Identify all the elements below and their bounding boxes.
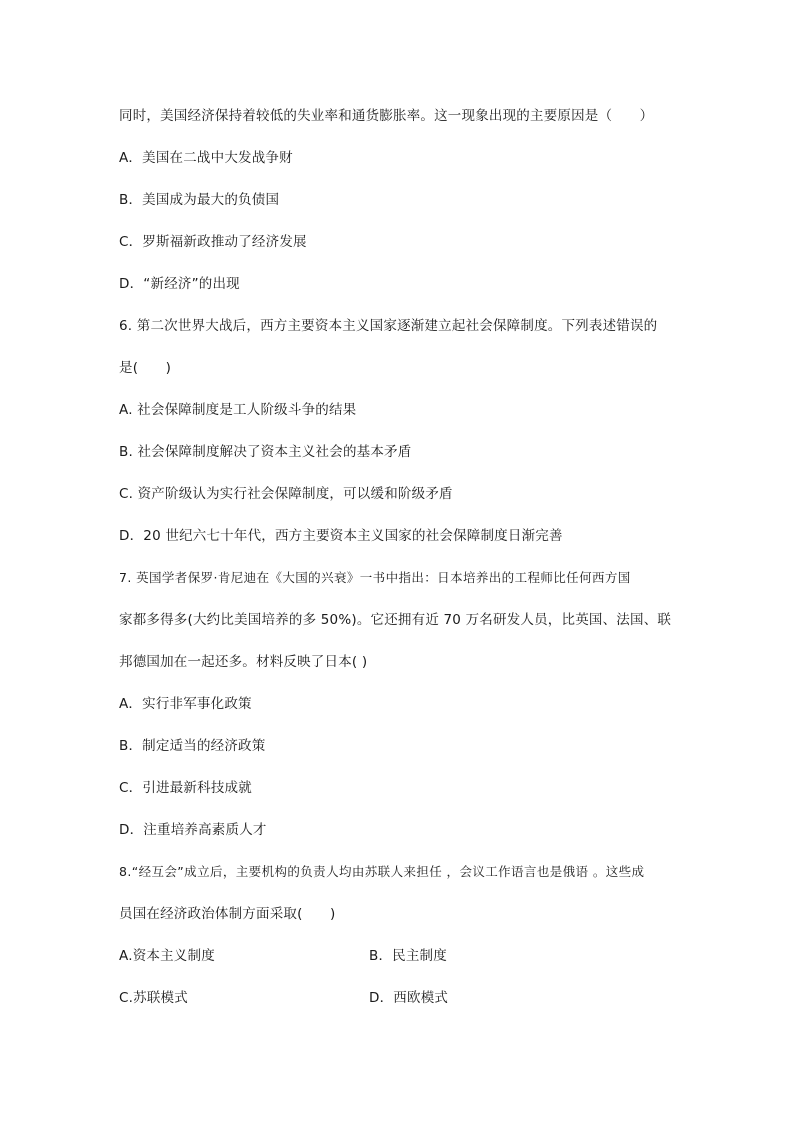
q6-option-b: B. 社会保障制度解决了资本主义社会的基本矛盾 (119, 444, 412, 460)
q6-option-a: A. 社会保障制度是工人阶级斗争的结果 (119, 402, 357, 418)
q5-option-c: C．罗斯福新政推动了经济发展 (119, 234, 307, 250)
q6-option-d: D．20 世纪六七十年代，西方主要资本主义国家的社会保障制度日渐完善 (119, 528, 563, 544)
q7-stem-line3: 邦德国加在一起还多。材料反映了日本( ) (119, 654, 368, 670)
q7-option-b: B．制定适当的经济政策 (119, 738, 266, 754)
q8-option-a: A.资本主义制度 (119, 948, 215, 964)
q6-stem-continuation: 是( ) (119, 360, 172, 376)
q7-stem-line2: 家都多得多(大约比美国培养的多 50%)。它还拥有近 70 万名研发人员，比英国、法国、联 (119, 612, 672, 628)
q5-stem-continuation: 同时，美国经济保持着较低的失业率和通货膨胀率。这一现象出现的主要原因是（ ） (119, 108, 654, 124)
q8-stem: 8.“经互会”成立后，主要机构的负责人均由苏联人来担任 ，会议工作语言也是俄语 。这些成 (119, 864, 645, 879)
q8-option-d: D．西欧模式 (369, 990, 449, 1006)
q6-option-c: C. 资产阶级认为实行社会保障制度，可以缓和阶级矛盾 (119, 486, 453, 502)
q8-options-row-2 (119, 989, 449, 1007)
q5-option-d: D．“新经济”的出现 (119, 276, 240, 292)
q8-option-b: B．民主制度 (369, 948, 447, 964)
q7-option-a: A．实行非军事化政策 (119, 696, 252, 712)
q7-stem: 7. 英国学者保罗·肯尼迪在《大国的兴衰》一书中指出：日本培养出的工程师比任何西方国 (119, 570, 631, 585)
q8-stem-continuation: 员国在经济政治体制方面采取( ) (119, 906, 336, 922)
q7-option-c: C．引进最新科技成就 (119, 780, 252, 796)
q6-stem: 6. 第二次世界大战后，西方主要资本主义国家逐渐建立起社会保障制度。下列表述错误的 (119, 318, 658, 334)
q5-option-b: B．美国成为最大的负债国 (119, 192, 280, 208)
q8-option-c: C.苏联模式 (119, 990, 188, 1006)
q5-option-a: A．美国在二战中大发战争财 (119, 150, 293, 166)
q8-options-row-1 (119, 947, 447, 965)
q7-option-d: D．注重培养高素质人才 (119, 822, 267, 838)
